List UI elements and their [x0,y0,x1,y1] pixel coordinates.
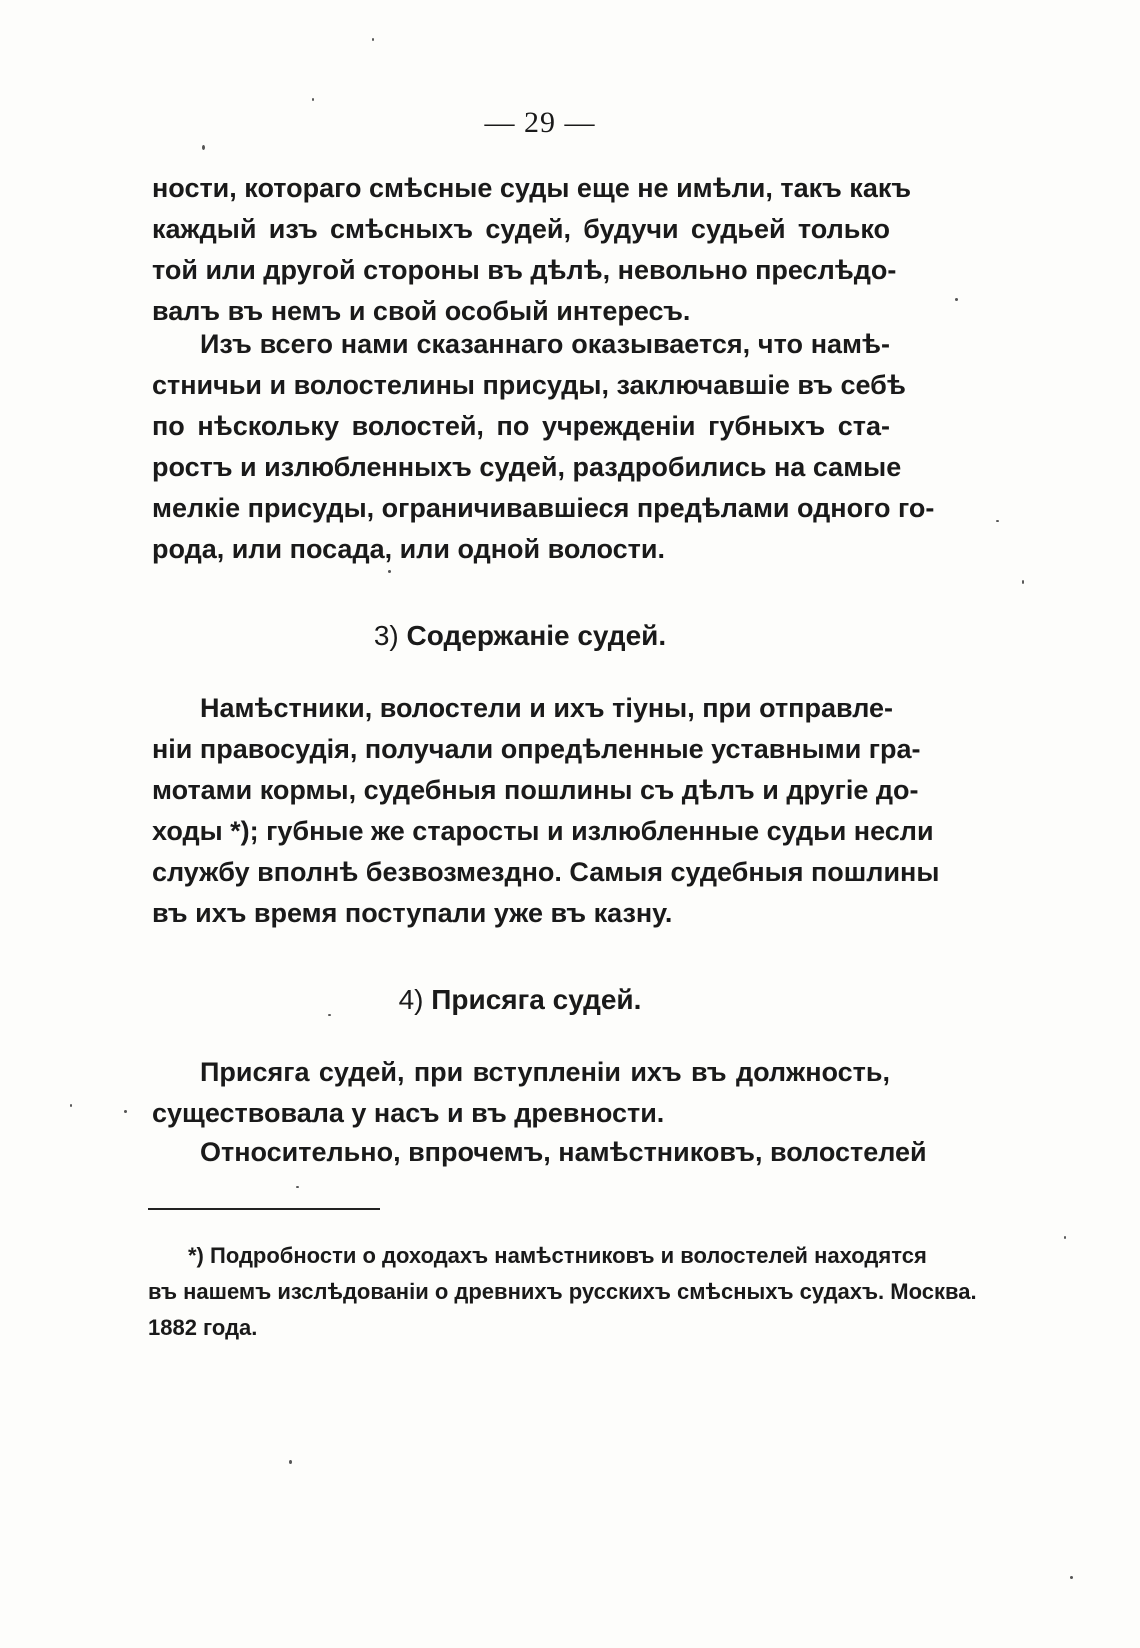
text-line: службу вполнѣ безвозмездно. Самыя судебныя пошлины [152,857,940,887]
footnote-line: въ нашемъ изслѣдованіи о древнихъ русскихъ смѣсныхъ судахъ. Москва. [148,1279,977,1304]
paragraph-continuation [152,168,912,332]
text-line: Намѣстники, волостели и ихъ тіуны, при отправле- [200,693,894,723]
text-line: ніи правосудія, получали опредѣленные уставными гра- [152,734,921,764]
text-line: мелкіе присуды, ограничивавшіеся предѣлами одного го- [152,493,935,523]
text-line: по нѣскольку волостей, по учрежденіи губныхъ ста- [152,411,890,441]
section-number: 3) [373,620,399,651]
text-line: Относительно, впрочемъ, намѣстниковъ, волостелей [200,1137,927,1167]
text-line: рода, или посада, или одной волости. [152,534,665,564]
section-title: Содержаніе судей. [406,620,667,651]
paragraph-judges-maintenance [152,688,940,934]
scan-speck [124,1110,127,1113]
section-heading-4 [0,984,1040,1016]
text-line: существовала у насъ и въ древности. [152,1098,665,1128]
scan-speck [1064,1236,1066,1239]
footnote-line: *) Подробности о доходахъ намѣстниковъ и волостелей находятся [188,1243,927,1268]
scan-speck [328,1014,331,1016]
scan-speck [996,520,999,522]
footnote-divider [148,1208,380,1210]
text-line: каждый изъ смѣсныхъ судей, будучи судьей только [152,214,890,244]
text-line: ности, котораго смѣсные суды еще не имѣли, такъ какъ [152,173,912,203]
text-line: Изъ всего нами сказаннаго оказывается, что намѣ- [200,329,890,359]
footnote-line: 1882 года. [148,1315,258,1340]
section-title: Присяга судей. [431,984,642,1015]
text-line: мотами кормы, судебныя пошлины съ дѣлъ и другіе до- [152,775,919,805]
scan-speck [312,98,314,101]
page-number: — 29 — [484,106,596,139]
text-line: ростъ и излюбленныхъ судей, раздробились на самые [152,452,902,482]
scan-speck [70,1104,72,1107]
scan-speck [289,1460,292,1464]
text-line: Присяга судей, при вступленіи ихъ въ должность, [200,1057,890,1087]
text-line: валъ въ немъ и свой особый интересъ. [152,296,691,326]
section-heading-3 [0,620,1040,652]
text-line: стничьи и волостелины присуды, заключавшіе въ себѣ [152,370,906,400]
text-line: той или другой стороны въ дѣлѣ, невольно преслѣдо- [152,255,897,285]
scan-speck [955,298,958,301]
scan-speck [1070,1576,1073,1579]
paragraph-conclusion [152,324,935,570]
paragraph-regarding [152,1132,927,1173]
scan-speck [372,38,374,41]
scan-speck [388,570,391,573]
scan-speck [1022,580,1024,584]
scan-speck [296,1186,299,1188]
text-line: ходы *); губные же старосты и излюбленные судьи несли [152,816,934,846]
text-line: въ ихъ время поступали уже въ казну. [152,898,673,928]
scan-speck [202,145,205,150]
paragraph-oath [152,1052,890,1134]
footnote [148,1238,977,1346]
section-number: 4) [398,984,424,1015]
